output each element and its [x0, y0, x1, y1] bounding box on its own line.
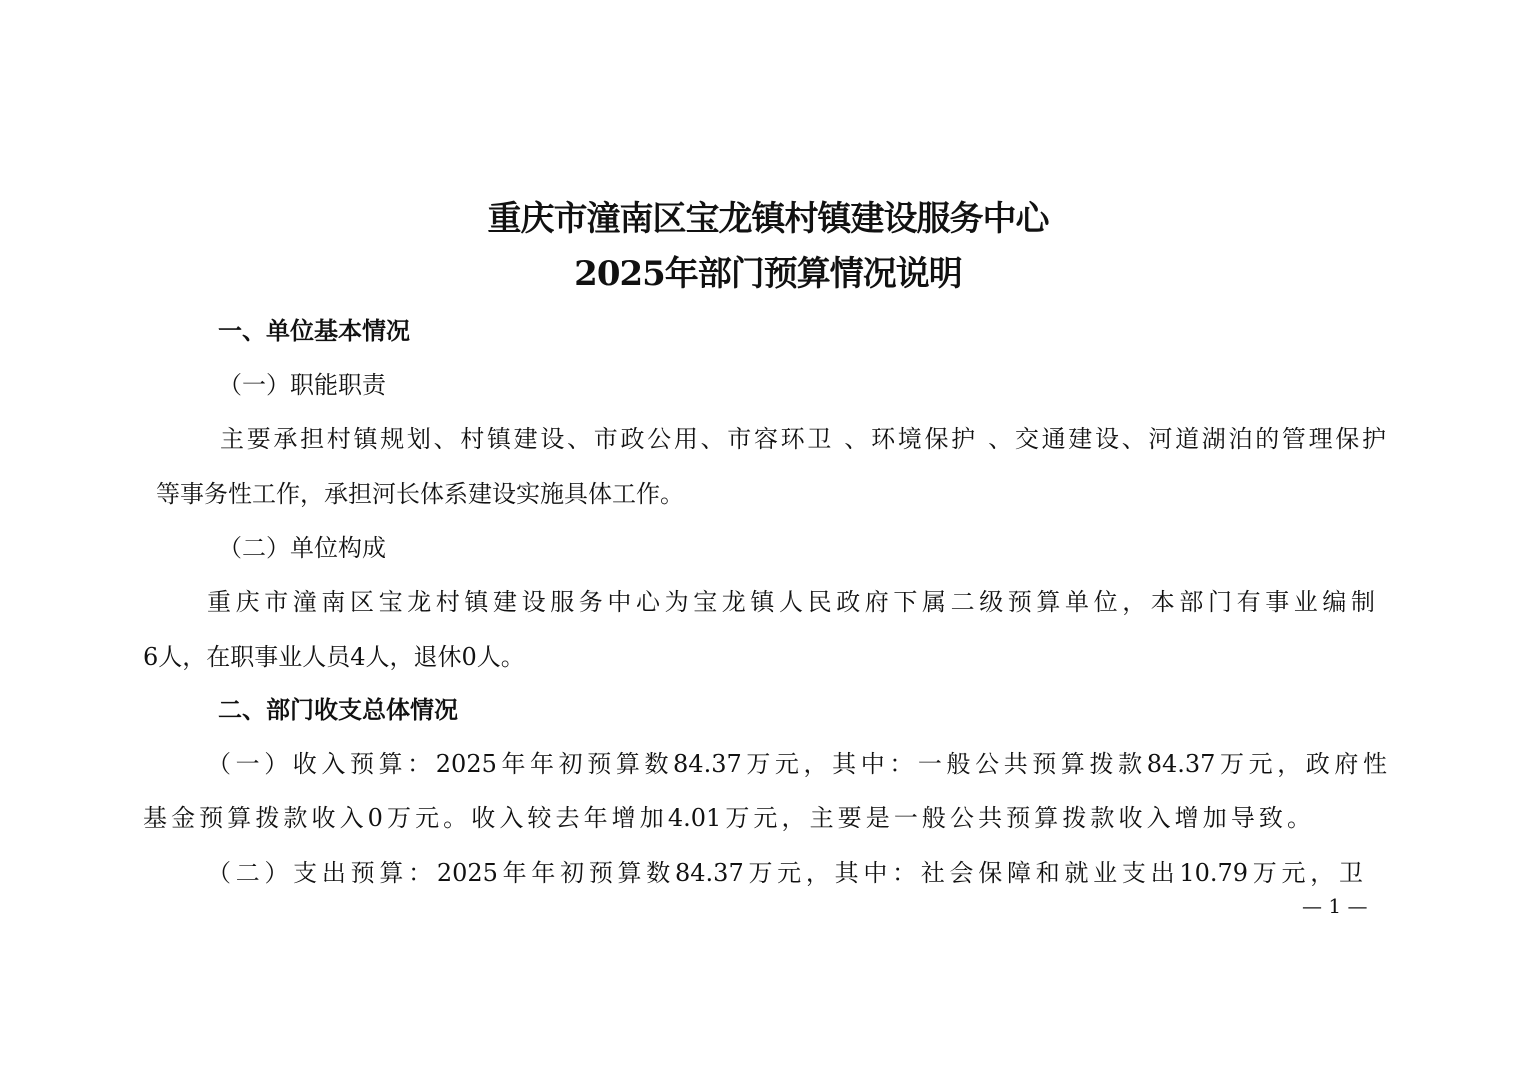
- page-number: — 1 —: [1302, 894, 1368, 918]
- section-1-subheading-structure: （二）单位构成: [218, 534, 386, 562]
- structure-paragraph-line-2: 6人，在职事业人员4人，退休0人。: [143, 643, 525, 671]
- section-1-subheading-functions: （一）职能职责: [218, 371, 386, 399]
- functions-paragraph-line-1: 主要承担村镇规划、村镇建设、市政公用、市容环卫 、环境保护 、交通建设、河道湖泊的管理保护: [220, 425, 1386, 453]
- income-paragraph-line-1: （一）收入预算：2025年年初预算数84.37万元，其中：一般公共预算拨款84.37万元，政府性: [207, 750, 1387, 778]
- section-2-heading: 二、部门收支总体情况: [218, 696, 458, 724]
- functions-paragraph-line-2: 等事务性工作，承担河长体系建设实施具体工作。: [156, 480, 684, 508]
- document-title-line-1: 重庆市潼南区宝龙镇村镇建设服务中心: [487, 199, 1049, 239]
- structure-paragraph-line-1: 重庆市潼南区宝龙村镇建设服务中心为宝龙镇人民政府下属二级预算单位，本部门有事业编制: [207, 588, 1375, 616]
- expense-paragraph-line-1: （二）支出预算：2025年年初预算数84.37万元，其中：社会保障和就业支出10.79万元，卫: [207, 859, 1363, 887]
- section-1-heading: 一、单位基本情况: [218, 317, 410, 345]
- income-paragraph-line-2: 基金预算拨款收入0万元。收入较去年增加4.01万元，主要是一般公共预算拨款收入增加导致。: [143, 804, 1311, 832]
- document-title-line-2: 2025年部门预算情况说明: [574, 254, 962, 294]
